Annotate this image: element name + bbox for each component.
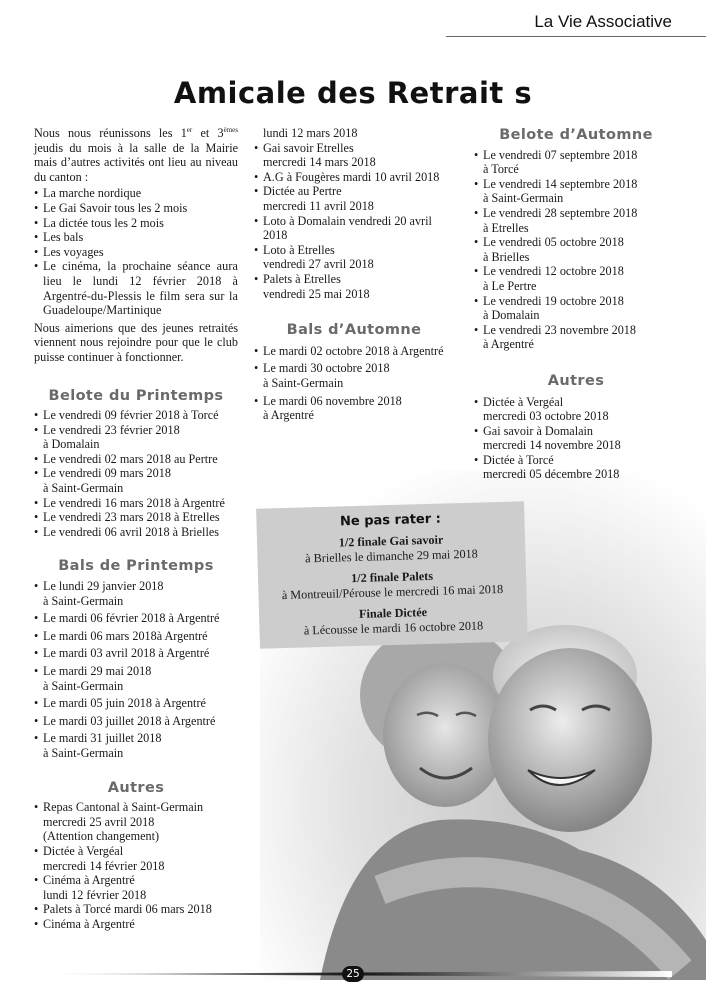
column-right	[474, 126, 678, 482]
list-item: • Le vendredi 16 mars 2018 à Argentré	[34, 496, 238, 511]
list-item: • Le mardi 02 octobre 2018 à Argentré	[254, 344, 454, 359]
list-item: • Le vendredi 14 septembre 2018 à Saint-Germain	[474, 177, 678, 206]
column-middle	[254, 126, 454, 426]
section-label: La Vie Associative	[534, 12, 672, 31]
list-item: • Le vendredi 05 octobre 2018 à Brielles	[474, 235, 678, 264]
section-heading-belote-automne: Belote d’Automne	[499, 127, 653, 143]
list-item: • Gai savoir à Domalain mercredi 14 novembre 2018	[474, 424, 678, 453]
section-heading-autres-2: Autres	[547, 372, 605, 389]
list-item: • Le mardi 29 mai 2018 à Saint-Germain	[34, 664, 238, 693]
list-item: • Le mardi 31 juillet 2018 à Saint-Germain	[34, 731, 238, 760]
highlight-box	[256, 501, 528, 648]
list-item: • Le vendredi 07 septembre 2018 à Torcé	[474, 148, 678, 177]
list-item: • Loto à Domalain vendredi 20 avril 2018	[254, 214, 454, 243]
list-item: • Le vendredi 09 février 2018 à Torcé	[34, 408, 238, 423]
list-item: • Le mardi 03 avril 2018 à Argentré	[34, 646, 238, 661]
list-item: • La marche nordique	[34, 186, 238, 201]
header-rule	[446, 36, 706, 37]
list-item: • Le vendredi 23 mars 2018 à Etrelles	[34, 510, 238, 525]
list-item: • Cinéma à Argentré	[34, 917, 238, 932]
page-title: Amicale des Retrait s	[173, 76, 533, 110]
closing-paragraph: Nous aimerions que des jeunes retraités viennent nous rejoindre pour que le club puisse continuer à fonctionner.	[34, 320, 238, 364]
column-left	[34, 126, 238, 932]
list-item: • Le mardi 06 novembre 2018 à Argentré	[254, 394, 454, 423]
list-item: • Le mardi 03 juillet 2018 à Argentré	[34, 714, 238, 729]
list-item: • La dictée tous les 2 mois	[34, 216, 238, 231]
section-heading-bals-printemps: Bals de Printemps	[58, 558, 214, 575]
list-item: • Le vendredi 28 septembre 2018 à Etrelles	[474, 206, 678, 235]
list-item: • Le mardi 05 juin 2018 à Argentré	[34, 696, 238, 711]
list-item: • Palets à Torcé mardi 06 mars 2018	[34, 902, 238, 917]
list-item: • Les bals	[34, 230, 238, 245]
list-item: • Le vendredi 09 mars 2018 à Saint-Germain	[34, 466, 238, 495]
list-item: • Dictée à Vergéal mercredi 14 février 2018	[34, 844, 238, 873]
section-heading-belote-printemps: Belote du Printemps	[48, 387, 224, 404]
activity-list	[34, 186, 238, 317]
highlight-event-name: 1/2 finale Gai savoir	[338, 532, 444, 550]
list-item: • Le vendredi 23 novembre 2018 à Argentré	[474, 323, 678, 352]
list-item: • Le mardi 30 octobre 2018 à Saint-Germain	[254, 361, 454, 390]
autres-list	[34, 800, 238, 931]
autres-2-list	[474, 395, 678, 483]
highlight-event-detail: à Brielles le dimanche 29 mai 2018	[304, 546, 478, 566]
highlight-event-name: 1/2 finale Palets	[350, 568, 434, 586]
highlight-event-name: Finale Dictée	[358, 605, 428, 621]
list-item: • Le vendredi 06 avril 2018 à Brielles	[34, 525, 238, 540]
list-item: • Cinéma à Argentré lundi 12 février 2018	[34, 873, 238, 902]
intro-paragraph: Nous nous réunissons les 1er et 3èmes jeudis du mois à la salle de la Mairie mais d’autres activités ont lieu au niveau du canton :	[34, 125, 238, 184]
continued-line: lundi 12 mars 2018	[263, 126, 358, 140]
belote-printemps-list	[34, 408, 238, 539]
highlight-title: Ne pas rater :	[339, 511, 442, 530]
list-item: • Le lundi 29 janvier 2018 à Saint-Germain	[34, 579, 238, 608]
bals-printemps-list	[34, 579, 238, 761]
list-item: • Le vendredi 02 mars 2018 au Pertre	[34, 452, 238, 467]
list-item: • Le mardi 06 mars 2018à Argentré	[34, 629, 238, 644]
bals-automne-list	[254, 344, 454, 423]
list-item: • Dictée à Vergéal mercredi 03 octobre 2018	[474, 395, 678, 424]
list-item: • Le vendredi 19 octobre 2018 à Domalain	[474, 294, 678, 323]
section-heading-autres: Autres	[107, 779, 165, 796]
section-heading-bals-automne: Bals d’Automne	[286, 322, 422, 339]
list-item: • Le vendredi 23 février 2018 à Domalain	[34, 423, 238, 452]
highlight-event-detail: à Montreuil/Pérouse le mercredi 16 mai 2018	[281, 581, 504, 603]
list-item: • Le mardi 06 février 2018 à Argentré	[34, 611, 238, 626]
belote-automne-list	[474, 148, 678, 352]
page-number: 25	[342, 966, 364, 982]
events-list	[254, 141, 454, 302]
list-item: • Le Gai Savoir tous les 2 mois	[34, 201, 238, 216]
list-item: • Loto à Etrelles vendredi 27 avril 2018	[254, 243, 454, 272]
list-item: • Dictée à Torcé mercredi 05 décembre 2018	[474, 453, 678, 482]
list-item: • A.G à Fougères mardi 10 avril 2018	[254, 170, 454, 185]
list-item: • Gai savoir Etrelles mercredi 14 mars 2018	[254, 141, 454, 170]
list-item: • Le cinéma, la prochaine séance aura lieu le lundi 12 février 2018 à Argentré-du-Plessis le film sera sur la Guadeloupe/Martinique	[34, 259, 238, 317]
list-item: • Les voyages	[34, 245, 238, 260]
highlight-event-detail: à Lécousse le mardi 16 octobre 2018	[303, 618, 484, 638]
list-item: • Repas Cantonal à Saint-Germain mercredi 25 avril 2018 (Attention changement)	[34, 800, 238, 844]
list-item: • Le vendredi 12 octobre 2018 à Le Pertre	[474, 264, 678, 293]
list-item: • Dictée au Pertre mercredi 11 avril 2018	[254, 184, 454, 213]
list-item: • Palets à Etrelles vendredi 25 mai 2018	[254, 272, 454, 301]
